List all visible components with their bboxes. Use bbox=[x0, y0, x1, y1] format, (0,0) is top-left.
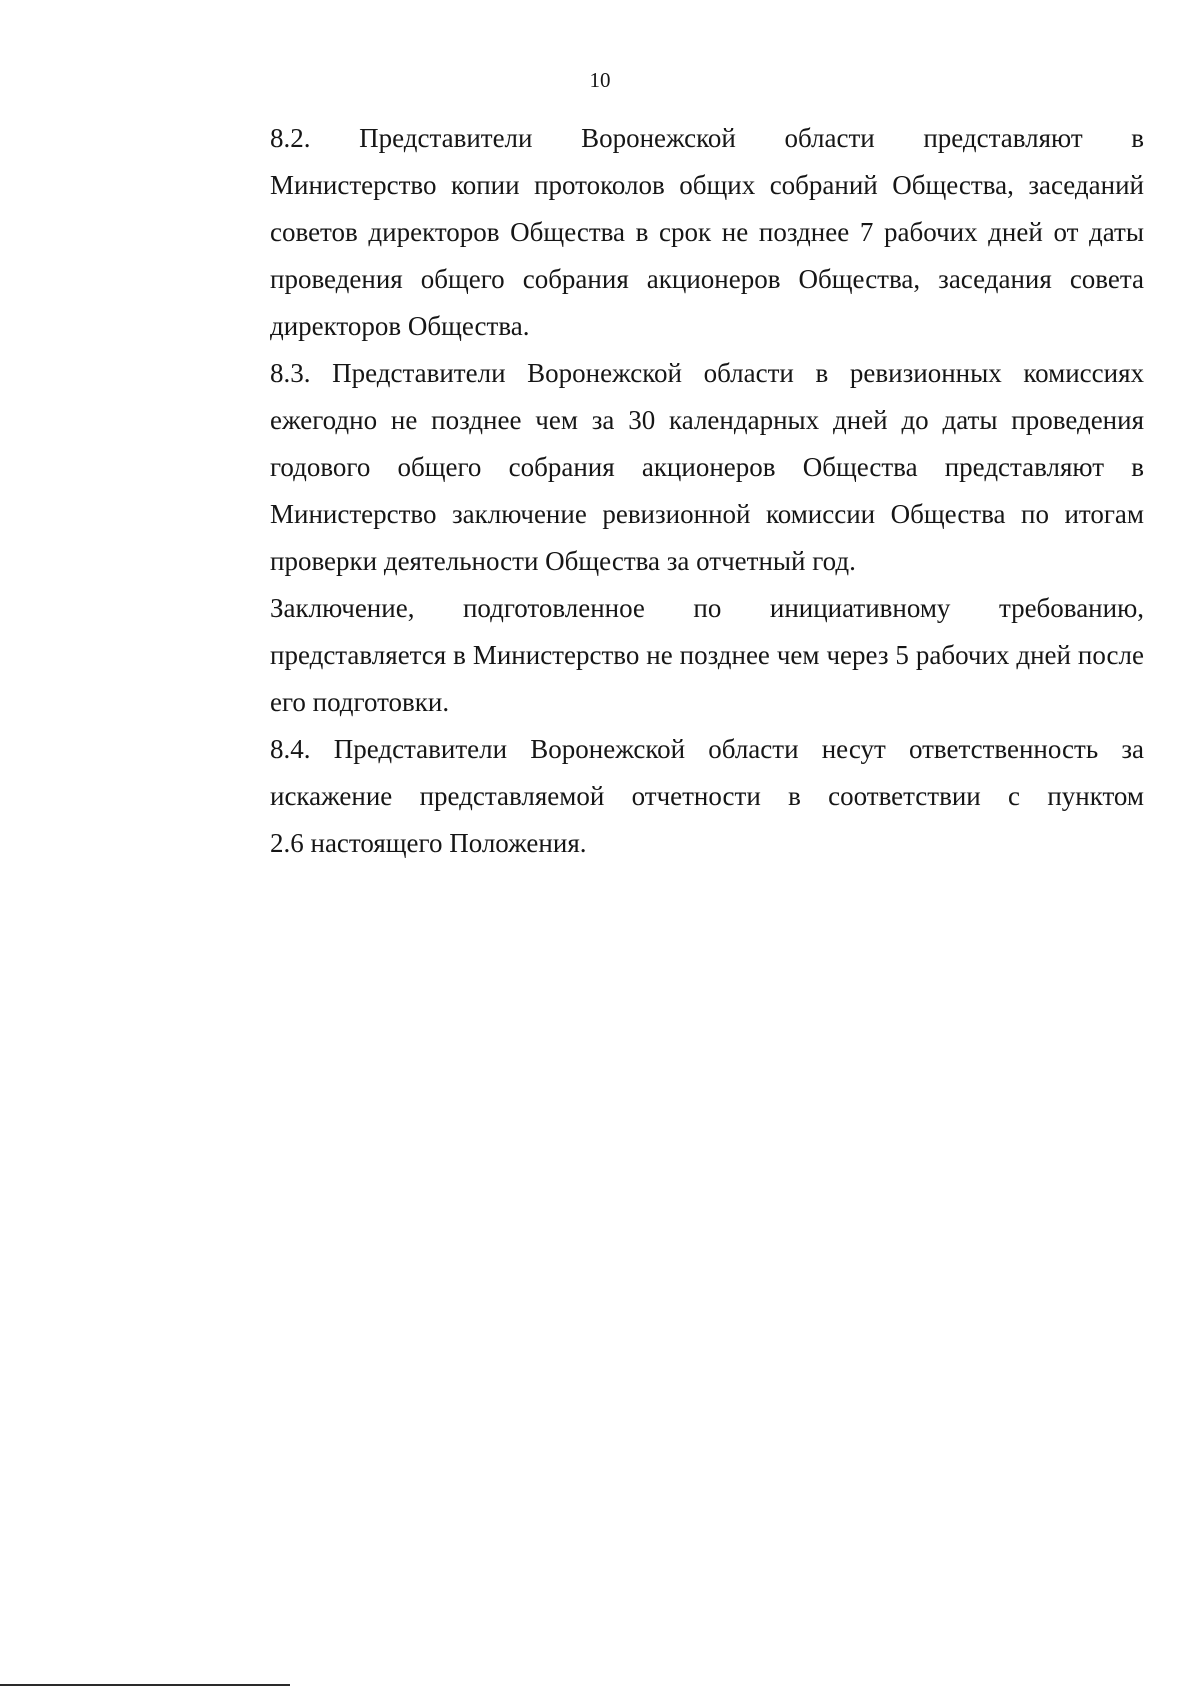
text-line: проверки деятельности Общества за отчетный год. bbox=[270, 546, 856, 576]
text-line: проведения общего собрания акционеров Общества, заседания совета bbox=[270, 264, 1144, 294]
text-line: Министерство заключение ревизионной комиссии Общества по итогам bbox=[270, 499, 1144, 529]
page-number: 10 bbox=[589, 68, 611, 92]
text-line: годового общего собрания акционеров Общества представляют в bbox=[270, 452, 1144, 482]
paragraph-conclusion bbox=[200, 585, 1144, 726]
text-line: ежегодно не позднее чем за 30 календарных дней до даты проведения bbox=[270, 405, 1144, 435]
text-line: искажение представляемой отчетности в соответствии с пунктом bbox=[270, 781, 1144, 811]
text-line: Заключение, подготовленное по инициативному требованию, bbox=[270, 593, 1144, 623]
text-line: 8.2. Представители Воронежской области представляют в bbox=[270, 123, 1144, 153]
text-line: советов директоров Общества в срок не позднее 7 рабочих дней от даты bbox=[270, 217, 1144, 247]
paragraph-8-3 bbox=[200, 350, 1144, 585]
text-line: 2.6 настоящего Положения. bbox=[270, 828, 587, 858]
text-line: директоров Общества. bbox=[270, 311, 530, 341]
text-line: его подготовки. bbox=[270, 687, 450, 717]
bottom-scan-rule bbox=[0, 1684, 290, 1686]
text-line: 8.4. Представители Воронежской области несут ответственность за bbox=[270, 734, 1144, 764]
document-body bbox=[200, 115, 1144, 867]
paragraph-8-2 bbox=[200, 115, 1144, 350]
paragraph-8-4 bbox=[200, 726, 1144, 867]
text-line: Министерство копии протоколов общих собраний Общества, заседаний bbox=[270, 170, 1144, 200]
text-line: представляется в Министерство не позднее чем через 5 рабочих дней после bbox=[270, 640, 1144, 670]
text-line: 8.3. Представители Воронежской области в ревизионных комиссиях bbox=[270, 358, 1144, 388]
